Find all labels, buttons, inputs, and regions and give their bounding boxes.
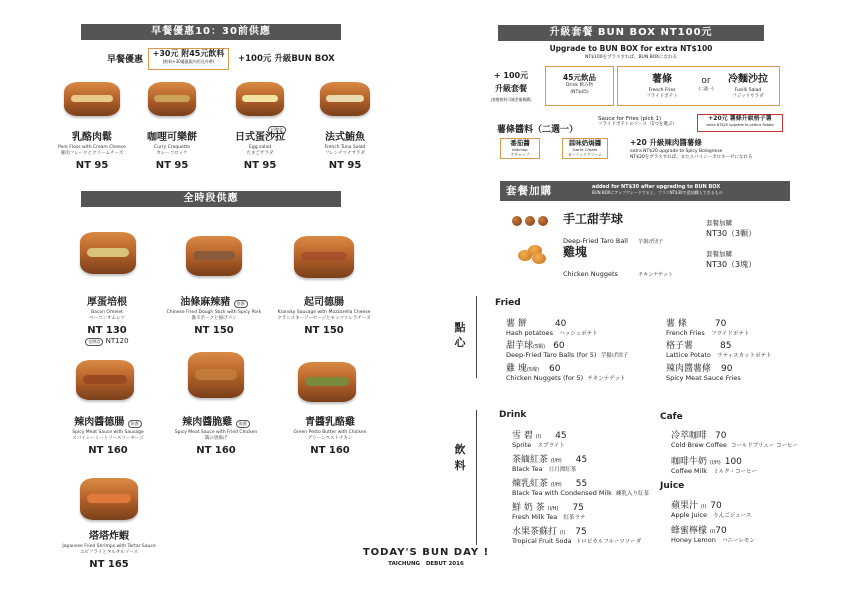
addon-note-en: added for NT$30 after upgrading to BUN BOX	[592, 184, 721, 190]
allday-item-image	[294, 236, 354, 278]
bunbox-upgrade-en: Upgrade to BUN BOX for extra NT$100	[549, 44, 713, 53]
breakfast-offer1-box	[148, 48, 229, 70]
breakfast-item-jp: カレーコロッケ	[156, 151, 188, 156]
footer-brand	[356, 547, 496, 567]
bunbox-lattice-box	[697, 114, 783, 132]
allday-item-price: NT 160	[310, 445, 350, 456]
breakfast-item-image	[148, 82, 196, 116]
breakfast-header: 早餐優惠10：30前供應	[81, 24, 341, 40]
allday-item-price: NT 150	[304, 325, 344, 336]
drink-item	[512, 524, 641, 545]
recommend-tag: 推薦	[234, 300, 248, 308]
bunbox-header: 升級套餐 BUN BOX NT100元	[498, 25, 764, 41]
bunbox-drink-box	[545, 66, 614, 106]
bunbox-ketchup-en: Ketchup	[512, 147, 528, 152]
allday-item	[54, 527, 164, 570]
snack-item-desc: Spicy Meat Sauce Fries	[666, 374, 741, 382]
breakfast-offer1-sub: (飲料+30優惠限內用及外帶)	[162, 59, 215, 64]
addon-item	[563, 210, 663, 247]
drink-item	[512, 500, 585, 521]
breakfast-item-image	[236, 82, 284, 116]
allday-item-en: Spicy Meat Sauce with Sausage	[72, 430, 144, 435]
bunbox-garlic-cn: 蒜味奶焗醬	[568, 139, 602, 147]
snack-item	[506, 338, 628, 359]
snack-item-row: 辣肉醬薯條 90	[666, 364, 733, 374]
bunbox-upgrade-jp: NT$100をプラスすれば、BUN BOXになれる	[585, 55, 677, 60]
bunbox-fries-en: French Fries	[648, 88, 676, 93]
drink-item	[512, 452, 587, 473]
bunbox-salad-en: Fusilli Salad	[734, 88, 762, 93]
juice-title: Juice	[660, 481, 685, 491]
breakfast-item-jp: たまごサラダ	[246, 151, 274, 156]
allday-item-image	[298, 362, 356, 402]
allday-header: 全時段供應	[81, 191, 341, 207]
allday-item-name: 塔塔炸蝦	[89, 531, 129, 542]
allday-item-price: NT 150	[194, 325, 234, 336]
bunbox-bolognese	[630, 137, 752, 161]
bunbox-bolognese-jp: NT$20をプラスすれば、またスパイシーボロネーゼになれる	[630, 155, 753, 160]
drink-item-row: 水果茶蘇打 (I) 75	[512, 527, 587, 537]
snack-item-desc: French Fries フライドポテト	[666, 329, 750, 337]
allday-item	[158, 293, 270, 336]
allday-item	[272, 293, 376, 336]
allday-item-jp: 鶏の唐揚げ	[204, 436, 228, 441]
allday-item-image	[80, 232, 136, 274]
addon-item-price: NT30（3顆）	[706, 229, 757, 238]
breakfast-item-price: NT 95	[328, 160, 362, 171]
bunbox-drink-en: Drink 飲み物	[566, 83, 593, 88]
allday-item-jp: 激辛ポークと揚げパン	[191, 316, 237, 321]
allday-item-price: NT 130	[87, 325, 127, 336]
snack-item	[666, 338, 772, 359]
allday-item-image	[186, 236, 242, 276]
allday-item-en: Chinese Fried Dough Stick with Spicy Pork	[166, 310, 262, 315]
allday-item-price: NT 160	[88, 445, 128, 456]
breakfast-item-en: Egg salad	[249, 145, 271, 150]
bunbox-plus-note: (套餐飲料可補差額換購)	[490, 97, 532, 102]
snack-item-desc: Deep-Fried Taro Balls (for 5) 芋揚げ団子	[506, 351, 629, 359]
drink-item-row: 茶緬紅茶 (I/H) 45	[512, 455, 588, 465]
breakfast-item-en: Pork Floss with Cream Cheese	[58, 145, 126, 150]
cafe-title: Cafe	[660, 412, 683, 422]
breakfast-item-jp: フレンチツナサラダ	[325, 151, 365, 156]
drink-item-desc: Black Tea 日月潭紅茶	[512, 465, 577, 473]
addon-header: 套餐加購	[506, 185, 552, 197]
allday-item-en: Japanese Fried Shrimps with Tartar Sauce	[62, 544, 156, 549]
bunbox-salad-jp: フジッリサラダ	[732, 94, 764, 99]
bunbox-fries-jp: フライドポテト	[646, 94, 678, 99]
allday-item-en: Green Pesto Butter with Chicken	[293, 430, 367, 435]
juice-item-row: 蜂蜜檸檬 (I)70	[671, 526, 727, 536]
breakfast-item	[226, 128, 294, 171]
addon-item-name: 雞塊	[563, 245, 588, 259]
cafe-item	[671, 454, 757, 475]
footer-sub: TAICHUNG DEBUT 2016	[388, 561, 464, 567]
bunbox-or-label: or	[701, 76, 711, 86]
breakfast-item	[58, 128, 126, 171]
drink-item-desc: Black Tea with Condensed Milk 練乳入り紅茶	[512, 489, 650, 497]
allday-item-en: Kransky Sausage with Mozzarella Cheese	[277, 310, 371, 315]
snacks-side-label: 點心	[454, 321, 466, 349]
drink-item-desc: Fresh Milk Tea 紅茶ラテ	[512, 513, 586, 521]
bunbox-ketchup-cn: 番茄醬	[510, 139, 530, 147]
addon-note-jp: BUN BOXにアップグレードすると、プラスNT$30で追加購入できるもの	[592, 190, 723, 195]
allday-item-image	[80, 478, 138, 520]
recommend-tag: 推薦	[236, 420, 250, 428]
addon-item-label: 套餐加購	[706, 219, 732, 227]
breakfast-item	[138, 128, 206, 171]
allday-item	[282, 413, 378, 456]
cafe-item-desc: Coffee Milk ミルク・コーヒー	[671, 467, 757, 475]
drink-item-row: 鮮 奶 茶 (I/H) 75	[512, 503, 584, 513]
recommend-tag: 推薦	[128, 420, 142, 428]
snack-item	[666, 361, 741, 382]
addon-item-name: 手工甜芋球	[563, 212, 624, 226]
drinks-title: Drink	[499, 410, 527, 420]
drink-item	[512, 428, 567, 449]
snack-item-desc: Chicken Nuggets (for 5) チキンナゲット	[506, 374, 626, 382]
cafe-item-row: 冷萃咖啡 70	[671, 431, 727, 441]
bunbox-ketchup-jp: ケチャップ	[510, 152, 530, 157]
cafe-item-row: 咖啡牛奶 (I/H) 100	[671, 457, 742, 467]
bunbox-garlic-box	[562, 138, 608, 159]
snacks-title: Fried	[495, 298, 521, 308]
breakfast-item-en: French Tuna Salad	[324, 145, 366, 150]
breakfast-item-price: NT 95	[243, 160, 277, 171]
bunbox-lattice-cn: +20元 薯條升級格子薯	[708, 115, 772, 122]
allday-item-name: 辣肉醬德腸 推薦	[60, 413, 156, 428]
bunbox-garlic-en: Garlic Cream	[572, 147, 598, 152]
bunbox-fries	[630, 70, 694, 100]
allday-item-jp: エビフライとタルタルソース	[80, 550, 138, 555]
addon-note	[592, 184, 723, 196]
allday-item	[166, 413, 266, 456]
snack-item-row: 薯 條 70	[666, 319, 727, 329]
bunbox-fries-cn: 薯條	[652, 74, 672, 85]
addon-item-desc: Chicken Nuggets チキンナゲット	[563, 270, 673, 278]
allday-item-name: 厚蛋培根	[87, 297, 127, 308]
allday-item-name: 青醬乳酪雞	[305, 417, 355, 428]
bunbox-or-sub: (二選一)	[698, 86, 714, 91]
drinks-side-label: 飲料	[454, 443, 466, 472]
bunbox-lattice-en: extra NT$20 upgrade to Lattice Potato	[706, 123, 774, 127]
addon-item-price: NT30（3塊）	[706, 260, 757, 269]
breakfast-item-name: 日式蛋沙拉	[235, 132, 285, 143]
snack-item-row: 甜芋球(5顆) 60	[506, 341, 565, 351]
bunbox-sauce-note	[598, 116, 677, 128]
cafe-item	[671, 428, 798, 449]
allday-item-price: NT 160	[196, 445, 236, 456]
snacks-divider	[476, 296, 477, 378]
allday-item-image	[188, 352, 244, 398]
drink-item-desc: Tropical Fruit Soda トロピカルフルーツソーダ	[512, 537, 642, 545]
juice-item-row: 蘋果汁 (I) 70	[671, 501, 722, 511]
allday-item-jp: グリーンペストチキン	[307, 436, 353, 441]
breakfast-offer2: +100元 升級BUN BOX	[238, 54, 335, 64]
addon-item-desc: Deep-Fried Taro Ball 芋揚げ団子	[563, 237, 664, 245]
breakfast-item-tag: 招牌款	[268, 116, 286, 135]
addon-item-price-block	[706, 218, 756, 239]
breakfast-item-name: 法式鮪魚	[325, 132, 365, 143]
breakfast-item-en: Curry Croquette	[153, 145, 191, 150]
breakfast-item-price: NT 95	[155, 160, 189, 171]
bunbox-drink-main: 45元飲品	[563, 73, 596, 82]
drink-item-row: 雪 碧 (I) 45	[512, 431, 567, 441]
breakfast-offer-label: 早餐優惠	[107, 55, 144, 65]
snack-item-desc: Lattice Potato ラティスカットポテト	[666, 351, 772, 359]
bunbox-sauce-jp: フライドポテトのソース（1つを選ぶ）	[598, 122, 677, 127]
drinks-divider	[476, 410, 477, 545]
allday-item-name: 辣肉醬脆雞 推薦	[166, 413, 266, 428]
bunbox-salad	[716, 70, 780, 100]
bunbox-ketchup-box	[500, 138, 540, 159]
allday-item-extra: 招牌款 NT120	[70, 337, 144, 346]
addon-item-price-block	[706, 249, 756, 270]
snack-item-row: 格子薯 85	[666, 341, 732, 351]
bunbox-sauce-en: Sauce for Fries (pick 1)	[598, 116, 662, 122]
allday-item-en: Spicy Meat Sauce with Fried Chicken	[174, 430, 258, 435]
allday-item-jp: ベーコンオムレツ	[89, 316, 125, 321]
bunbox-plus	[482, 70, 540, 103]
snack-item-row: 雞 塊(5塊) 60	[506, 364, 561, 374]
drink-item-desc: Sprite スプライト	[512, 441, 565, 449]
bunbox-salad-cn: 冷麵沙拉	[728, 74, 768, 85]
drink-item-row: 煉乳紅茶 (I/H) 55	[512, 479, 588, 489]
bunbox-or	[694, 76, 718, 92]
allday-item-jp: クランスキーソーセージとモッツァレラチーズ	[277, 316, 371, 321]
taro-ball-image	[512, 214, 552, 228]
allday-item-name: 油條麻辣豬 推薦	[158, 293, 270, 308]
bunbox-plus-label: + 100元	[493, 71, 529, 80]
bunbox-garlic-jp: ガーリッククリーム	[567, 152, 603, 157]
allday-item-price: NT 165	[89, 559, 129, 570]
snack-item-row: 薯 餅 40	[506, 319, 567, 329]
allday-item-image	[76, 360, 134, 400]
cafe-item-desc: Cold Brew Coffee コールドブリュー コーヒー	[671, 441, 798, 449]
breakfast-item-image	[64, 82, 120, 116]
juice-item	[671, 498, 751, 519]
chicken-nugget-image	[518, 245, 548, 265]
snack-item	[666, 316, 749, 337]
breakfast-item-price: NT 95	[75, 160, 109, 171]
snack-item	[506, 361, 625, 382]
allday-item-jp: スパイシーミートソースソーセージ	[72, 436, 144, 441]
bunbox-plus-sub: 升級套餐	[495, 84, 527, 93]
addon-item	[563, 243, 673, 280]
breakfast-item-image	[320, 82, 370, 116]
juice-item-desc: Honey Lemon ハニーレモン	[671, 536, 755, 544]
allday-item	[60, 413, 156, 456]
allday-item	[70, 293, 144, 346]
juice-item-desc: Apple Juice りんごジュース	[671, 511, 752, 519]
breakfast-item-name: 咖哩可樂餅	[147, 132, 197, 143]
bunbox-bolognese-cn: +20 升級辣肉醬薯條	[630, 138, 702, 147]
allday-item-name: 起司德腸	[304, 297, 344, 308]
bunbox-drink-sub: (NT$45)	[570, 90, 589, 95]
footer-title: TODAY'S BUN DAY !	[362, 547, 490, 558]
drink-item	[512, 476, 649, 497]
bunbox-sauce-title: 薯條醬料（二選一）	[497, 125, 579, 135]
bunbox-bolognese-en: extra NT$20 upgrade to Spicy Bolognese	[630, 149, 723, 154]
breakfast-item-jp: 豚肉フレークとクリームチーズ	[60, 151, 124, 156]
breakfast-item-name: 乳酪肉鬆	[72, 132, 112, 143]
breakfast-offer1-main: +30元 附45元飲料	[152, 49, 225, 58]
snack-item	[506, 316, 598, 337]
addon-item-label: 套餐加購	[706, 250, 732, 258]
breakfast-item	[311, 128, 379, 171]
snack-item-desc: Hash potatoes ハッシュポテト	[506, 329, 598, 337]
juice-item	[671, 523, 755, 544]
allday-item-en: Bacon Omelet	[91, 310, 123, 315]
